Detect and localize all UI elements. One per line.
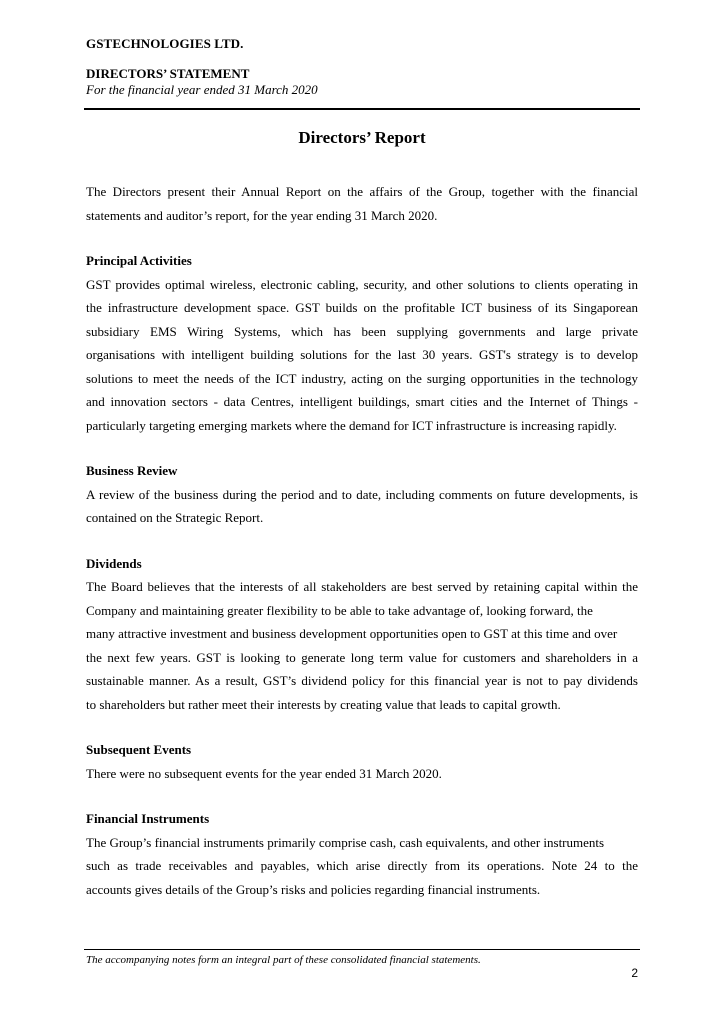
section-paragraph	[86, 575, 638, 716]
paragraph-line: to shareholders but rather meet their interests by creating value that leads to capital growth.	[86, 696, 561, 712]
section-paragraph	[86, 762, 638, 786]
paragraph-line: the infrastructure development space. GST builds on the profitable ICT business of its Singaporean	[86, 300, 638, 315]
footer-note: The accompanying notes form an integral part of these consolidated financial statements.	[86, 954, 481, 966]
paragraph-line: The Directors present their Annual Report on the affairs of the Group, together with the financial	[86, 184, 638, 199]
paragraph-line: contained on the Strategic Report.	[86, 510, 264, 525]
paragraph-line: accounts gives details of the Group’s risks and policies regarding financial instruments.	[86, 881, 541, 897]
header-divider	[84, 108, 640, 110]
report-title: Directors’ Report	[298, 128, 426, 147]
document-header	[86, 36, 639, 98]
section-heading: Dividends	[86, 555, 142, 571]
intro-paragraph	[86, 180, 638, 227]
section-heading: Principal Activities	[86, 253, 192, 268]
page-number: 2	[631, 966, 638, 980]
section-dividends	[86, 552, 638, 717]
section-paragraph	[86, 483, 638, 530]
paragraph-line: statements and auditor’s report, for the year ending 31 March 2020.	[86, 207, 438, 223]
section-heading: Subsequent Events	[86, 742, 192, 757]
section-paragraph	[86, 273, 638, 438]
paragraph-line: The Board believes that the interests of all stakeholders are best served by retaining capital within the	[86, 579, 638, 594]
paragraph-line: GST provides optimal wireless, electronic cabling, security, and other solutions to clients operating in	[86, 276, 638, 292]
company-name: GSTECHNOLOGIES LTD.	[86, 36, 244, 51]
paragraph-line: and innovation sectors - data Centres, intelligent buildings, smart cities and the Internet of Things -	[86, 394, 638, 409]
section-subsequent-events	[86, 738, 638, 785]
report-body	[86, 180, 638, 901]
paragraph-line: solutions to meet the needs of the ICT industry, acting on the surging opportunities in the technology	[86, 370, 638, 386]
section-business-review	[86, 459, 638, 530]
paragraph-line: particularly targeting emerging markets where the demand for ICT infrastructure is increasing rapidly.	[86, 417, 617, 433]
paragraph-line: Company and maintaining greater flexibility to be able to take advantage of, looking forward, the	[86, 602, 593, 618]
section-principal-activities	[86, 249, 638, 437]
paragraph-line: subsidiary EMS Wiring Systems, which has been supplying governments and large private	[86, 323, 638, 339]
paragraph-line: many attractive investment and business development opportunities open to GST at this time and over	[86, 626, 618, 641]
paragraph-line: There were no subsequent events for the year ended 31 March 2020.	[86, 765, 442, 781]
section-financial-instruments	[86, 807, 638, 901]
paragraph-line: such as trade receivables and payables, which arise directly from its operations. Note 24 to the	[86, 858, 638, 873]
paragraph-line: A review of the business during the period and to date, including comments on future developments, is	[86, 486, 638, 502]
section-paragraph	[86, 831, 638, 902]
paragraph-line: The Group’s financial instruments primarily comprise cash, cash equivalents, and other instruments	[86, 834, 605, 850]
footer-divider	[84, 949, 640, 950]
paragraph-line: sustainable manner. As a result, GST’s dividend policy for this financial year is not to pay dividends	[86, 673, 638, 688]
statement-subtitle: For the financial year ended 31 March 2020	[86, 82, 318, 97]
paragraph-line: the next few years. GST is looking to generate long term value for customers and shareholders in a	[86, 649, 638, 665]
section-heading: Business Review	[86, 463, 178, 478]
paragraph-line: organisations with intelligent building solutions for the last 30 years. GST's strategy is to develop	[86, 347, 638, 362]
statement-title: DIRECTORS’ STATEMENT	[86, 66, 250, 81]
section-heading: Financial Instruments	[86, 811, 210, 826]
